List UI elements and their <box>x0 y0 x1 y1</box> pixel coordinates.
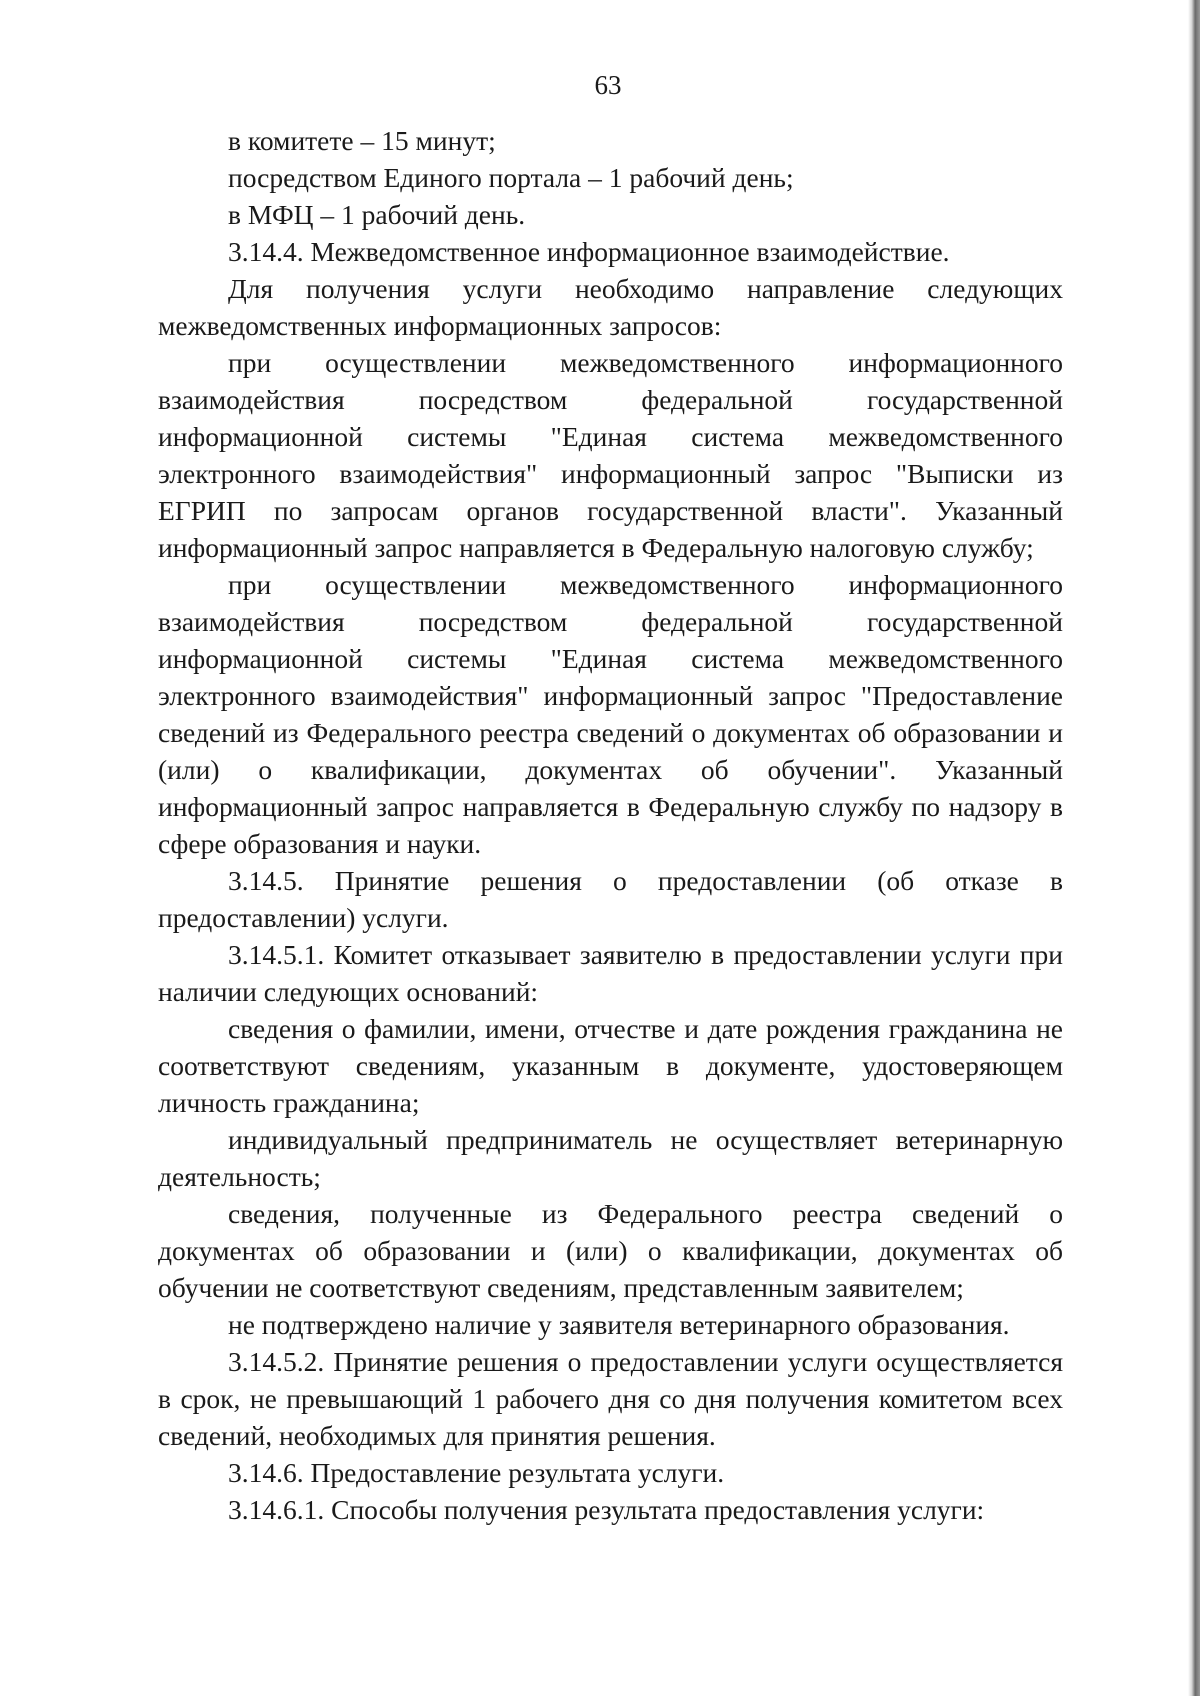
paragraph: посредством Единого портала – 1 рабочий день; <box>228 162 794 193</box>
page-number: 63 <box>594 70 622 100</box>
paragraph: 3.14.6.1. Способы получения результата предоставления услуги: <box>228 1494 985 1525</box>
paragraph: не подтверждено наличие у заявителя ветеринарного образования. <box>228 1309 1010 1340</box>
paragraph: сведения о фамилии, имени, отчестве и дате рождения гражданина не соответствуют сведениям, указанным в документе, удостоверяющем личность гражданина; <box>158 1013 1063 1118</box>
paragraph: сведения, полученные из Федерального реестра сведений о документах об образовании и (или) о квалификации, документах об обучении не соответствуют сведениям, представленным заявителем; <box>158 1198 1063 1303</box>
paragraph: 3.14.5.1. Комитет отказывает заявителю в предоставлении услуги при наличии следующих оснований: <box>158 939 1063 1007</box>
paragraph: в комитете – 15 минут; <box>228 125 496 156</box>
section-heading: 3.14.4. Межведомственное информационное взаимодействие. <box>228 236 950 267</box>
section-heading: 3.14.6. Предоставление результата услуги. <box>228 1457 725 1488</box>
paragraph: индивидуальный предприниматель не осуществляет ветеринарную деятельность; <box>158 1124 1063 1192</box>
paragraph: 3.14.5.2. Принятие решения о предоставлении услуги осуществляется в срок, не превышающий 1 рабочего дня со дня получения комитетом всех сведений, необходимых для принятия решения. <box>158 1346 1063 1451</box>
paragraph: Для получения услуги необходимо направление следующих межведомственных информационных запросов: <box>158 273 1063 341</box>
scan-edge-shadow <box>1188 0 1200 1696</box>
section-heading: 3.14.5. Принятие решения о предоставлении (об отказе в предоставлении) услуги. <box>158 865 1063 933</box>
paragraph: при осуществлении межведомственного информационного взаимодействия посредством федеральной государственной информационной системы "Единая система межведомственного электронного взаимодействия" информационный запрос "Предоставление сведений из Федерального реестра сведений о документах об образовании и (или) о квалификации, документах об обучении". Указанный информационный запрос направляется в Федеральную службу по надзору в сфере образования и науки. <box>158 569 1063 859</box>
paragraph: в МФЦ – 1 рабочий день. <box>228 199 526 230</box>
document-body <box>158 122 1063 1528</box>
paragraph: при осуществлении межведомственного информационного взаимодействия посредством федеральной государственной информационной системы "Единая система межведомственного электронного взаимодействия" информационный запрос "Выписки из ЕГРИП по запросам органов государственной власти". Указанный информационный запрос направляется в Федеральную налоговую службу; <box>158 347 1063 563</box>
